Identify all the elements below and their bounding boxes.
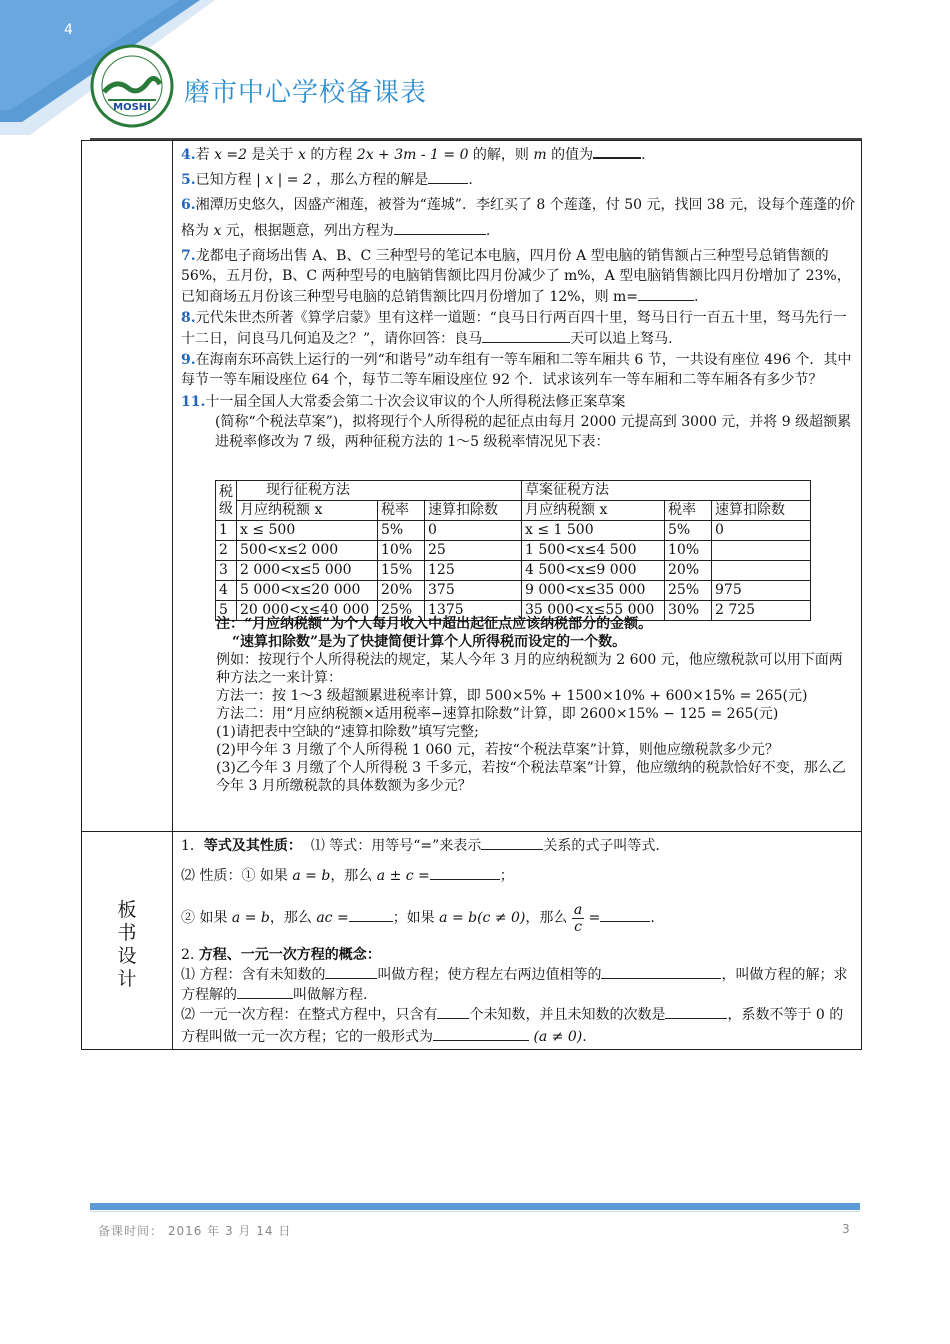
lesson-plan-table: [81, 140, 862, 1050]
fraction-a-over-c: $\frac{a}{c}$: [573, 901, 583, 935]
board-equation-definition: ⑴ 方程：含有未知数的 叫做方程；使方程左右两边值相等的 ，叫做方程的解；求方程解的 叫做解方程.: [181, 964, 857, 1004]
footer-bar: [90, 1203, 860, 1210]
header-draft-deduct: 速算扣除数: [712, 501, 811, 521]
table-row: 1 x ≤ 500 5% 0 x ≤ 1 500 5% 0: [216, 521, 811, 541]
exercise-content: [181, 143, 857, 452]
table-notes: [216, 615, 856, 651]
school-title: 磨市中心学校备课表: [184, 78, 428, 108]
board-property-2: ② 如果 a = b，那么 ac = ；如果 a = b(c ≠ 0)，那么 $\frac{a}{c}$ = .: [181, 901, 655, 935]
note-2: “速算扣除数”是为了快捷简便计算个人所得税而设定的一个数。: [232, 634, 627, 650]
header-draft-income: 月应纳税额 x: [522, 501, 665, 521]
header-current-income: 月应纳税额 x: [237, 501, 378, 521]
header-current-deduct: 速算扣除数: [425, 501, 522, 521]
board-linear-equation-definition: ⑵ 一元一次方程：在整式方程中，只含有 个未知数，并且未知数的次数是 ，系数不等于 0 的方程叫做一元一次方程；它的一般形式为 (a ≠ 0).: [181, 1004, 857, 1048]
note-1: 注：“月应纳税额”为个人每月收入中超出起征点应该纳税部分的金额。: [216, 616, 653, 632]
table-row: 4 5 000<x≤20 000 20% 375 9 000<x≤35 000 25% 975: [216, 581, 811, 601]
board-section-1-title: 1．等式及其性质： ⑴ 等式：用等号“=”来表示 关系的式子叫等式.: [181, 835, 857, 856]
row-divider: [82, 831, 861, 832]
header-level: 税级: [216, 481, 237, 521]
board-design-label: 板书设计: [117, 899, 137, 990]
tax-table-subheader: [216, 501, 811, 521]
question-11: 11.十一届全国人大常委会第二十次会议审议的个人所得税法修正案草案: [181, 394, 626, 410]
footer-line: [90, 1211, 860, 1212]
question-9: 9.在海南东环高铁上运行的一列“和谐号”动车组有一等车厢和二等车厢共 6 节，一共设有座位 496 个．其中每节一等车厢设座位 64 个，每节二等车厢设座位 92 个．试求该列车一等车厢和二等车厢各有多少节？: [181, 352, 852, 388]
question-7: 7.龙都电子商场出售 A、B、C 三种型号的笔记本电脑，四月份 A 型电脑的销售额占三种型号总销售额的 56%，五月份，B、C 两种型号的电脑销售额比四月份减少了 m%，A 型电脑销售额比四月份增加了 23%，已知商场五月份该三种型号电脑的总销售额比四月份增加了 12%，则 m= .: [181, 248, 851, 305]
board-section-2-title: 2. 方程、一元一次方程的概念：: [181, 947, 381, 963]
table-row: 3 2 000<x≤5 000 15% 125 4 500<x≤9 000 20%: [216, 561, 811, 581]
question-11-body: (简称“个税法草案”)，拟将现行个人所得税的起征点由每月 2000 元提高到 3000 元，并将 9 级超额累进税率修改为 7 级，两种征税方法的 1～5 级税率情况见下表：: [215, 414, 852, 450]
example-method-1: 方法一：按 1～3 级超额累进税率计算，即 500×5% + 1500×10% + 600×15% = 265(元): [216, 688, 808, 704]
board-property-1: ⑵ 性质：① 如果 a = b，那么 a ± c = ；: [181, 864, 857, 888]
tax-table-header: [216, 481, 811, 501]
footer-page-number: 3: [842, 1222, 850, 1236]
example-intro: 例如：按现行个人所得税法的规定，某人今年 3 月的应纳税额为 2 600 元，他应缴税款可以用下面两种方法之一来计算：: [216, 652, 843, 686]
sub-question-3: (3)乙今年 3 月缴了个人所得税 3 千多元，若按“个税法草案”计算，他应缴纳的税款恰好不变，那么乙今年 3 月所缴税款的具体数额为多少元？: [216, 760, 846, 794]
table-row: 5 20 000<x≤40 000 25% 1375 35 000<x≤55 000 30% 2 725: [216, 601, 811, 621]
tax-table: [215, 480, 811, 621]
question-6: 6.湘潭历史悠久，因盛产湘莲，被誉为“莲城”．李红买了 8 个莲蓬，付 50 元，找回 38 元，设每个莲蓬的价格为 x 元，根据题意，列出方程为 .: [181, 197, 856, 239]
page-number: 4: [64, 22, 73, 38]
header-current-rate: 税率: [378, 501, 425, 521]
school-logo: [90, 44, 174, 128]
sub-question-1: (1)请把表中空缺的“速算扣除数”填写完整;: [216, 724, 479, 740]
worked-example: [216, 651, 856, 795]
svg-text:MOSHI: MOSHI: [113, 102, 151, 113]
sub-question-2: (2)甲今年 3 月缴了个人所得税 1 060 元，若按“个税法草案”计算，则他应缴税款多少元？: [216, 742, 779, 758]
header-draft: 草案征税方法: [522, 481, 811, 501]
board-design-content: [181, 835, 857, 1048]
question-5: 5.已知方程 | x | = 2 ，那么方程的解是 .: [181, 169, 857, 190]
question-8: 8.元代朱世杰所著《算学启蒙》里有这样一道题：“良马日行两百四十里，驽马日行一百五十里，驽马先行一十二日，问良马几何追及之？”，请你回答：良马 天可以追上驽马.: [181, 310, 847, 347]
question-4: 4.若 x =2 是关于 x 的方程 2x + 3m - 1 = 0 的解，则 m 的值为 .: [181, 143, 857, 165]
table-row: 2 500<x≤2 000 10% 25 1 500<x≤4 500 10%: [216, 541, 811, 561]
header-current: 现行征税方法: [237, 481, 522, 501]
header-draft-rate: 税率: [665, 501, 712, 521]
example-method-2: 方法二：用“月应纳税额×适用税率−速算扣除数”计算，即 2600×15% − 125 = 265(元): [216, 706, 779, 722]
footer-date: 备课时间： 2016 年 3 月 14 日: [98, 1224, 292, 1238]
